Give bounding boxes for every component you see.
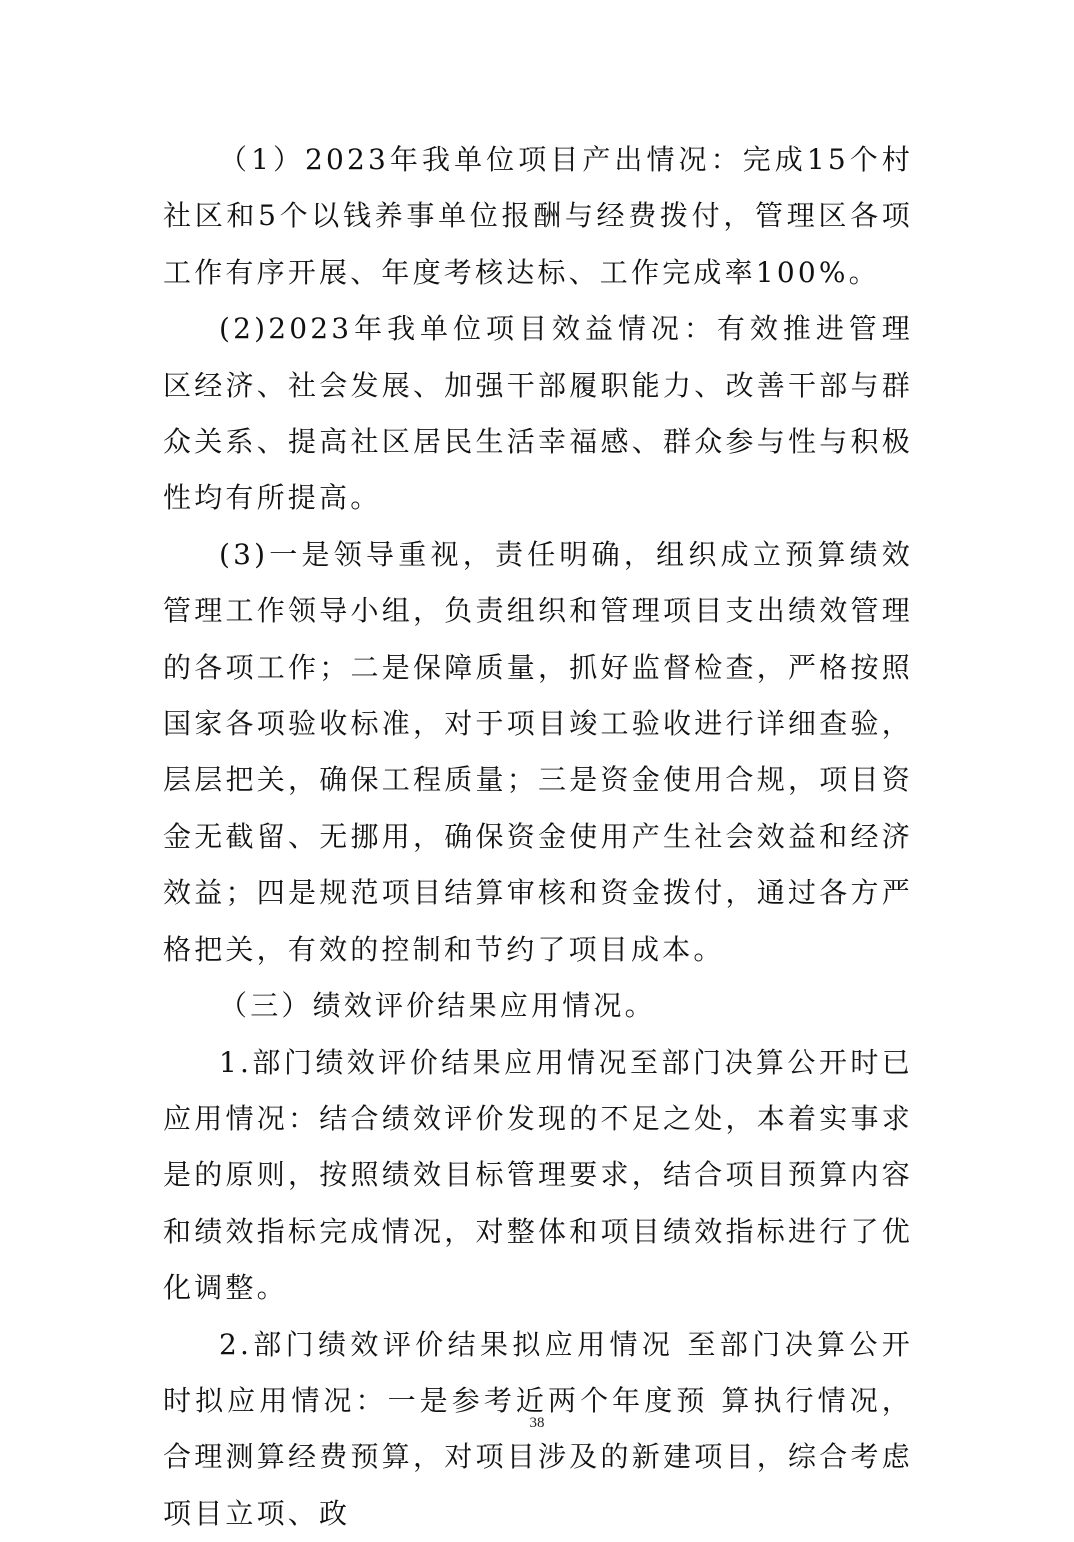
- body-text: [163, 132, 913, 1542]
- paragraph-management-measures: (3)一是领导重视，责任明确，组织成立预算绩效管理工作领导小组，负责组织和管理项目支出绩效管理的各项工作；二是保障质量，抓好监督检查，严格按照国家各项验收标准，对于项目竣工验收进行详细查验，层层把关，确保工程质量；三是资金使用合规，项目资金无截留、无挪用，确保资金使用产生社会效益和经济效益；四是规范项目结算审核和资金拨付，通过各方严格把关，有效的控制和节约了项目成本。: [163, 537, 913, 966]
- page-number: 38: [529, 1415, 545, 1431]
- paragraph-applied-results: 1.部门绩效评价结果应用情况至部门决算公开时已应用情况：结合绩效评价发现的不足之处，本着实事求是的原则，按照绩效目标管理要求，结合项目预算内容和绩效指标完成情况，对整体和项目绩效指标进行了优化调整。: [163, 1045, 913, 1305]
- section-heading-result-application: （三）绩效评价结果应用情况。: [219, 989, 656, 1023]
- paragraph-project-output: （1）2023年我单位项目产出情况：完成15个村社区和5个以钱养事单位报酬与经费拨付，管理区各项工作有序开展、年度考核达标、工作完成率100%。: [163, 143, 913, 289]
- paragraph-planned-application: 2.部门绩效评价结果拟应用情况 至部门决算公开时拟应用情况：一是参考近两个年度预 算执行情况，合理测算经费预算，对项目涉及的新建项目，综合考虑项目立项、政: [163, 1327, 913, 1530]
- paragraph-project-benefit: (2)2023年我单位项目效益情况：有效推进管理区经济、社会发展、加强干部履职能力、改善干部与群众关系、提高社区居民生活幸福感、群众参与性与积极性均有所提高。: [163, 312, 913, 515]
